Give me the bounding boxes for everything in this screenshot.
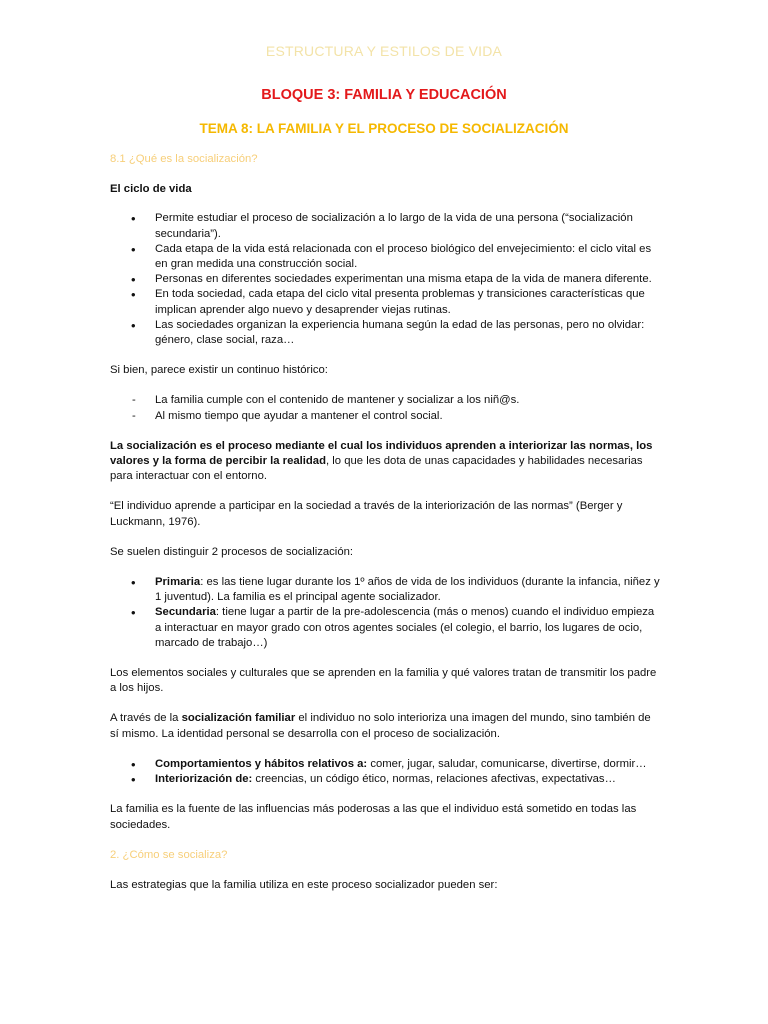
list-item: - La familia cumple con el contenido de mantener y socializar a los niñ@s. <box>110 393 660 408</box>
aspectos-list <box>110 757 660 787</box>
list-item: • Permite estudiar el proceso de socialización a lo largo de la vida de una persona (“socialización secundaria”). <box>110 211 660 241</box>
paragraph-elementos: Los elementos sociales y culturales que se aprenden en la familia y qué valores tratan de transmitir los padre a los hijos. <box>110 667 657 695</box>
paragraph-estrategias: Las estrategias que la familia utiliza en este proceso socializador pueden ser: <box>110 878 498 891</box>
text-run: el individuo no solo interioriza una imagen del mundo, sino también de sí mismo. La identidad personal se desarrolla con el proceso de socialización. <box>110 712 651 740</box>
term-description: : tiene lugar a partir de la pre-adolescencia (más o menos) cuando el individuo empieza a interactuar en mayor grado con otros agentes sociales (el colegio, el barrio, los lugares de ocio, marcado de trabajo…) <box>155 606 655 649</box>
list-item: • Cada etapa de la vida está relacionada con el proceso biológico del envejecimiento: el ciclo vital es en gran medida una construcción social. <box>110 242 660 272</box>
term-description: creencias, un código ético, normas, relaciones afectivas, expectativas… <box>252 773 616 786</box>
continuo-list <box>110 393 660 423</box>
topic-title: TEMA 8: LA FAMILIA Y EL PROCESO DE SOCIALIZACIÓN <box>199 121 569 136</box>
subheading-ciclo-de-vida: El ciclo de vida <box>110 183 192 196</box>
paragraph-procesos: Se suelen distinguir 2 procesos de socialización: <box>110 545 354 558</box>
block-title: BLOQUE 3: FAMILIA Y EDUCACIÓN <box>261 87 507 103</box>
list-item: • Personas en diferentes sociedades experimentan una misma etapa de la vida de manera diferente. <box>110 272 660 287</box>
text-run: A través de la <box>110 712 182 725</box>
definition-rest: , lo que les dota de unas capacidades y habilidades necesarias para interactuar con el entorno. <box>110 455 643 483</box>
paragraph-fuente: La familia es la fuente de las influencias más poderosas a las que el individuo está sometido en todas las sociedades. <box>110 803 637 831</box>
list-item <box>110 772 660 787</box>
definition-bold: La socialización es el proceso mediante el cual los individuos aprenden a interiorizar las normas, los valores y la forma de percibir la realidad <box>110 439 653 468</box>
paragraph-quote: “El individuo aprende a participar en la sociedad a través de la interiorización de las normas” (Berger y Luckmann, 1976). <box>110 500 623 528</box>
term-interiorizacion: Interiorización de: <box>155 773 253 786</box>
list-item <box>110 757 660 772</box>
paragraph-definicion <box>110 439 660 485</box>
term-comportamientos: Comportamientos y hábitos relativos a: <box>155 757 368 770</box>
list-item: • En toda sociedad, cada etapa del ciclo vital presenta problemas y transiciones características que implican aprender algo nuevo y desaprender viejas rutinas. <box>110 287 660 317</box>
list-item <box>110 605 660 651</box>
paragraph-continuo: Si bien, parece existir un continuo histórico: <box>110 364 328 377</box>
term-secundaria: Secundaria <box>155 606 216 619</box>
procesos-list <box>110 575 660 651</box>
document-header: ESTRUCTURA Y ESTILOS DE VIDA <box>265 43 503 59</box>
paragraph-familiar <box>110 711 660 741</box>
list-item: - Al mismo tiempo que ayudar a mantener el control social. <box>110 409 660 424</box>
term-primaria: Primaria <box>155 576 201 589</box>
text-bold: socialización familiar <box>181 712 296 725</box>
section-heading-1: 8.1 ¿Qué es la socialización? <box>110 153 258 165</box>
term-description: : es las tiene lugar durante los 1º años de vida de los individuos (durante la infancia, niñez y 1 juventud). La familia es el principal agente socializador. <box>155 576 660 604</box>
document-body <box>110 152 660 893</box>
section-heading-2: 2. ¿Cómo se socializa? <box>110 848 228 861</box>
list-item: • Las sociedades organizan la experiencia humana según la edad de las personas, pero no olvidar: género, clase social, raza… <box>110 318 660 348</box>
list-item <box>110 575 660 605</box>
term-description: comer, jugar, saludar, comunicarse, divertirse, dormir… <box>367 757 647 770</box>
ciclo-de-vida-list <box>110 211 660 348</box>
